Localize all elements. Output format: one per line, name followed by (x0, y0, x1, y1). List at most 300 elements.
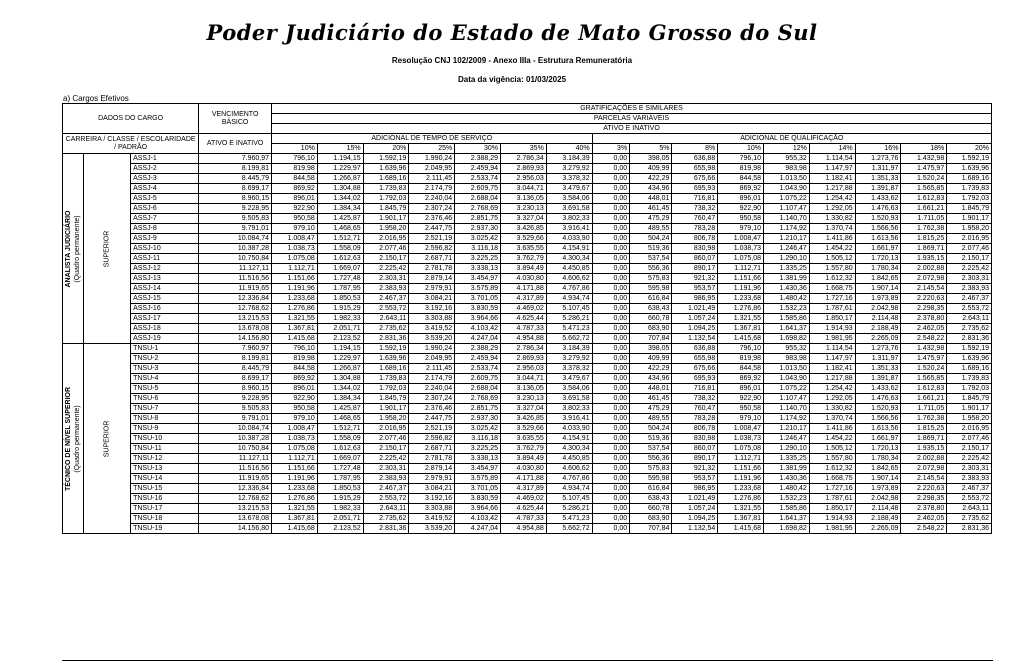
cell-value: 1.021,49 (672, 304, 718, 314)
cell-value: 4.033,90 (546, 234, 592, 244)
cell-code: ASSJ-11 (131, 254, 199, 264)
table-row (63, 334, 992, 344)
cell-value: 1.233,68 (718, 294, 764, 304)
cell-value: 2.225,42 (947, 454, 992, 464)
cell-value: 675,66 (672, 174, 718, 184)
cell-value: 950,58 (718, 214, 764, 224)
cell-vencimento: 8.445,79 (199, 364, 272, 374)
cell-value: 0,00 (592, 504, 630, 514)
cell-value: 1.057,24 (672, 504, 718, 514)
cell-value: 3.116,18 (455, 434, 501, 444)
cell-value: 1.792,03 (947, 384, 992, 394)
cell-vencimento: 12.768,62 (199, 494, 272, 504)
cell-value: 1.191,96 (718, 474, 764, 484)
cell-value: 3.454,97 (455, 464, 501, 474)
cell-value: 2.688,04 (455, 384, 501, 394)
document-title: Poder Judiciário do Estado de Mato Grosso do Sul (206, 20, 818, 45)
cell-value: 4.934,74 (546, 294, 592, 304)
table-row (63, 174, 992, 184)
cell-value: 0,00 (592, 444, 630, 454)
table-row (63, 444, 992, 454)
cell-code: TNSU-8 (131, 414, 199, 424)
header-pct-14: 18% (901, 144, 947, 154)
cell-value: 4.606,62 (546, 274, 592, 284)
cell-value: 1.433,62 (855, 194, 901, 204)
cell-value: 2.220,63 (901, 484, 947, 494)
cell-value: 2.376,46 (409, 404, 455, 414)
cell-value: 2.768,69 (455, 204, 501, 214)
cell-value: 844,58 (272, 364, 318, 374)
cell-value: 2.240,04 (409, 384, 455, 394)
cell-value: 1.592,19 (363, 154, 409, 164)
cell-vencimento: 12.336,84 (199, 484, 272, 494)
cell-value: 1.191,96 (272, 474, 318, 484)
cell-value: 422,29 (630, 174, 672, 184)
cell-value: 3.635,55 (501, 434, 547, 444)
cell-value: 1.330,82 (809, 214, 855, 224)
cell-vencimento: 11.127,11 (199, 264, 272, 274)
cell-value: 638,43 (630, 494, 672, 504)
cell-value: 1.391,87 (855, 184, 901, 194)
cell-value: 896,01 (272, 194, 318, 204)
cell-vencimento: 11.127,11 (199, 454, 272, 464)
cell-vencimento: 10.387,28 (199, 434, 272, 444)
cell-value: 3.116,18 (455, 244, 501, 254)
cell-value: 1.558,09 (317, 244, 363, 254)
cell-value: 1.669,07 (317, 454, 363, 464)
cell-value: 448,01 (630, 384, 672, 394)
cell-vencimento: 13.215,53 (199, 504, 272, 514)
validity-date: Data da vigência: 01/03/2025 (457, 75, 567, 84)
cell-value: 4.606,62 (546, 464, 592, 474)
cell-value: 0,00 (592, 464, 630, 474)
header-pct-4: 30% (455, 144, 501, 154)
cell-value: 1.787,95 (317, 474, 363, 484)
cell-value: 2.123,52 (317, 334, 363, 344)
cell-value: 636,88 (672, 344, 718, 354)
cell-value: 2.145,54 (901, 474, 947, 484)
cell-value: 1.780,34 (855, 264, 901, 274)
cell-value: 0,00 (592, 334, 630, 344)
cell-value: 1.520,93 (855, 214, 901, 224)
cell-value: 1.210,17 (764, 234, 810, 244)
cell-value: 3.230,13 (501, 204, 547, 214)
cell-value: 4.954,88 (501, 334, 547, 344)
cell-value: 1.381,99 (764, 464, 810, 474)
cell-value: 1.276,86 (718, 494, 764, 504)
cell-value: 1.914,93 (809, 514, 855, 524)
cell-vencimento: 8.445,79 (199, 174, 272, 184)
cell-value: 1.815,25 (901, 424, 947, 434)
header-pct-6: 40% (546, 144, 592, 154)
cell-vencimento: 9.791,01 (199, 414, 272, 424)
cell-value: 3.136,05 (501, 194, 547, 204)
cell-vencimento: 12.336,84 (199, 294, 272, 304)
cell-value: 3.691,58 (546, 204, 592, 214)
cell-value: 575,83 (630, 464, 672, 474)
cell-value: 819,98 (718, 354, 764, 364)
cell-value: 4.954,88 (501, 524, 547, 534)
cell-value: 0,00 (592, 264, 630, 274)
cell-value: 1.901,17 (947, 214, 992, 224)
cell-value: 1.276,86 (272, 494, 318, 504)
cell-value: 1.151,66 (272, 274, 318, 284)
cell-value: 1.711,05 (901, 404, 947, 414)
cell-value: 2.937,30 (455, 224, 501, 234)
cell-value: 955,32 (764, 154, 810, 164)
cell-value: 2.307,24 (409, 394, 455, 404)
cell-value: 2.467,37 (363, 294, 409, 304)
cell-value: 1.990,24 (409, 344, 455, 354)
cell-value: 2.735,62 (363, 324, 409, 334)
cell-code: TNSU-12 (131, 454, 199, 464)
cell-vencimento: 9.505,83 (199, 214, 272, 224)
cell-value: 1.739,83 (947, 374, 992, 384)
cell-value: 3.802,33 (546, 214, 592, 224)
cell-value: 1.698,82 (764, 334, 810, 344)
cell-value: 1.557,80 (809, 264, 855, 274)
cell-value: 3.701,05 (455, 484, 501, 494)
cell-vencimento: 7.960,97 (199, 344, 272, 354)
cell-value: 1.869,71 (901, 244, 947, 254)
cell-vencimento: 7.960,97 (199, 154, 272, 164)
cell-value: 4.033,90 (546, 424, 592, 434)
cell-value: 1.094,25 (672, 514, 718, 524)
cell-value: 2.225,42 (363, 264, 409, 274)
cell-value: 1.612,32 (809, 464, 855, 474)
cell-value: 461,45 (630, 394, 672, 404)
cell-value: 1.381,99 (764, 274, 810, 284)
cell-value: 3.378,32 (546, 364, 592, 374)
cell-value: 0,00 (592, 174, 630, 184)
cell-code: ASSJ-3 (131, 174, 199, 184)
cell-value: 2.979,91 (409, 474, 455, 484)
cell-value: 1.194,15 (317, 344, 363, 354)
cell-value: 1.008,47 (718, 234, 764, 244)
cell-value: 3.964,66 (455, 314, 501, 324)
cell-value: 1.367,81 (272, 514, 318, 524)
cell-value: 519,36 (630, 244, 672, 254)
cell-value: 2.609,75 (455, 374, 501, 384)
cell-value: 4.625,44 (501, 314, 547, 324)
cell-value: 3.192,16 (409, 494, 455, 504)
cell-value: 616,84 (630, 484, 672, 494)
cell-code: TNSU-13 (131, 464, 199, 474)
cell-value: 1.367,81 (718, 324, 764, 334)
cell-value: 1.038,73 (718, 244, 764, 254)
header-pct-15: 20% (947, 144, 992, 154)
cell-value: 1.512,71 (317, 424, 363, 434)
cell-value: 2.077,46 (947, 244, 992, 254)
cell-value: 3.539,20 (409, 524, 455, 534)
cell-value: 0,00 (592, 364, 630, 374)
cell-value: 1.720,13 (855, 444, 901, 454)
cell-value: 1.476,63 (855, 394, 901, 404)
cell-value: 1.107,47 (764, 394, 810, 404)
cell-value: 1.850,53 (317, 294, 363, 304)
cell-value: 1.558,09 (317, 434, 363, 444)
table-row (63, 314, 992, 324)
cell-value: 0,00 (592, 374, 630, 384)
cell-value: 1.335,25 (764, 454, 810, 464)
table-row (63, 324, 992, 334)
cell-value: 796,10 (718, 344, 764, 354)
cell-code: ASSJ-5 (131, 194, 199, 204)
cell-value: 860,07 (672, 444, 718, 454)
cell-vencimento: 8.199,81 (199, 164, 272, 174)
cell-value: 1.433,62 (855, 384, 901, 394)
cell-value: 2.111,45 (409, 174, 455, 184)
cell-value: 860,07 (672, 254, 718, 264)
cell-code: TNSU-15 (131, 484, 199, 494)
cell-value: 434,96 (630, 184, 672, 194)
table-row (63, 494, 992, 504)
cell-value: 3.419,52 (409, 324, 455, 334)
header-pct-9: 8% (672, 144, 718, 154)
cell-value: 2.307,24 (409, 204, 455, 214)
cell-value: 3.894,49 (501, 454, 547, 464)
cell-value: 636,88 (672, 154, 718, 164)
cell-code: TNSU-16 (131, 494, 199, 504)
table-row (63, 204, 992, 214)
cell-value: 1.990,24 (409, 154, 455, 164)
cell-value: 2.174,79 (409, 374, 455, 384)
cell-value: 1.639,96 (947, 354, 992, 364)
cell-value: 2.016,95 (363, 424, 409, 434)
table-row (63, 274, 992, 284)
table-row (63, 184, 992, 194)
cell-value: 1.321,55 (718, 314, 764, 324)
cell-value: 2.687,71 (409, 254, 455, 264)
cell-value: 3.802,33 (546, 404, 592, 414)
cell-value: 0,00 (592, 394, 630, 404)
cell-value: 2.114,48 (855, 314, 901, 324)
cell-vencimento: 11.919,65 (199, 474, 272, 484)
header-pct-0: 10% (272, 144, 318, 154)
header-pct-3: 25% (409, 144, 455, 154)
cell-value: 3.575,89 (455, 474, 501, 484)
cell-value: 3.539,20 (409, 334, 455, 344)
cell-value: 1.290,10 (764, 254, 810, 264)
cell-value: 1.246,47 (764, 434, 810, 444)
cell-value: 1.661,97 (855, 434, 901, 444)
cell-value: 0,00 (592, 494, 630, 504)
cell-value: 2.553,72 (363, 304, 409, 314)
cell-value: 1.415,68 (718, 334, 764, 344)
cell-value: 0,00 (592, 234, 630, 244)
cell-value: 3.691,58 (546, 394, 592, 404)
cell-value: 1.845,79 (947, 394, 992, 404)
cell-value: 3.419,52 (409, 514, 455, 524)
cell-value: 1.229,97 (317, 354, 363, 364)
level-cell (84, 344, 131, 534)
cell-value: 707,84 (630, 524, 672, 534)
cell-value: 1.043,90 (764, 184, 810, 194)
cell-value: 2.467,37 (947, 484, 992, 494)
cell-value: 986,95 (672, 484, 718, 494)
cell-value: 2.643,11 (363, 504, 409, 514)
cell-value: 1.592,19 (947, 344, 992, 354)
career-name: TÉCNICO DE NÍVEL SUPERIOR (65, 386, 73, 491)
cell-value: 1.370,74 (809, 224, 855, 234)
cell-value: 3.230,13 (501, 394, 547, 404)
cell-value: 1.321,55 (272, 504, 318, 514)
cell-value: 1.480,42 (764, 484, 810, 494)
header-pct-13: 16% (855, 144, 901, 154)
cell-value: 1.739,83 (363, 184, 409, 194)
cell-value: 2.687,71 (409, 444, 455, 454)
cell-value: 2.077,46 (363, 434, 409, 444)
cell-value: 1.907,14 (855, 284, 901, 294)
cell-code: ASSJ-4 (131, 184, 199, 194)
cell-vencimento: 13.215,53 (199, 314, 272, 324)
cell-value: 1.982,33 (317, 314, 363, 324)
cell-value: 2.002,88 (901, 454, 947, 464)
cell-value: 2.786,34 (501, 154, 547, 164)
cell-vencimento: 14.156,80 (199, 524, 272, 534)
cell-code: ASSJ-8 (131, 224, 199, 234)
header-pct-8: 5% (630, 144, 672, 154)
cell-value: 1.174,92 (764, 414, 810, 424)
cell-value: 1.151,66 (272, 464, 318, 474)
cell-vencimento: 10.084,74 (199, 424, 272, 434)
cell-value: 0,00 (592, 484, 630, 494)
cell-value: 0,00 (592, 244, 630, 254)
cell-value: 1.384,34 (317, 204, 363, 214)
cell-value: 1.850,17 (809, 504, 855, 514)
cell-value: 655,98 (672, 164, 718, 174)
table-row (63, 384, 992, 394)
cell-value: 1.415,68 (272, 524, 318, 534)
cell-vencimento: 9.228,95 (199, 204, 272, 214)
career-cell (63, 154, 84, 344)
cell-value: 2.781,78 (409, 454, 455, 464)
cell-value: 1.762,38 (901, 224, 947, 234)
cell-value: 2.388,29 (455, 344, 501, 354)
cell-code: TNSU-17 (131, 504, 199, 514)
cell-value: 1.762,38 (901, 414, 947, 424)
cell-value: 1.727,16 (809, 484, 855, 494)
cell-value: 707,84 (630, 334, 672, 344)
cell-value: 0,00 (592, 454, 630, 464)
cell-value: 1.958,20 (363, 224, 409, 234)
cell-code: TNSU-11 (131, 444, 199, 454)
cell-value: 1.612,63 (317, 254, 363, 264)
cell-value: 1.254,42 (809, 194, 855, 204)
cell-value: 5.286,21 (546, 504, 592, 514)
header-parcelas-variaveis: PARCELAS VARIÁVEIS (272, 114, 991, 124)
cell-value: 1.901,17 (363, 214, 409, 224)
cell-value: 2.467,37 (363, 484, 409, 494)
cell-value: 4.625,44 (501, 504, 547, 514)
cell-value: 896,01 (272, 384, 318, 394)
cell-value: 760,47 (672, 404, 718, 414)
cell-value: 2.303,31 (363, 464, 409, 474)
cell-value: 1.739,83 (363, 374, 409, 384)
cell-value: 0,00 (592, 324, 630, 334)
cell-value: 1.935,15 (901, 444, 947, 454)
header-adicional-qualificacao: ADICIONAL DE QUALIFICAÇÃO (592, 134, 991, 144)
cell-value: 1.727,48 (317, 464, 363, 474)
cell-vencimento: 8.960,15 (199, 194, 272, 204)
cell-value: 4.469,02 (501, 304, 547, 314)
cell-value: 1.454,22 (809, 434, 855, 444)
cell-value: 461,45 (630, 204, 672, 214)
cell-value: 3.225,25 (455, 254, 501, 264)
cell-value: 595,98 (630, 284, 672, 294)
cell-value: 0,00 (592, 514, 630, 524)
cell-value: 2.265,09 (855, 524, 901, 534)
cell-value: 1.475,97 (901, 164, 947, 174)
cell-value: 398,05 (630, 154, 672, 164)
cell-value: 2.869,93 (501, 164, 547, 174)
cell-value: 806,78 (672, 424, 718, 434)
cell-value: 4.767,86 (546, 284, 592, 294)
cell-value: 1.254,42 (809, 384, 855, 394)
cell-value: 2.072,98 (901, 274, 947, 284)
cell-vencimento: 8.960,15 (199, 384, 272, 394)
table-row (63, 364, 992, 374)
cell-value: 3.964,66 (455, 504, 501, 514)
table-row (63, 354, 992, 364)
cell-value: 1.114,54 (809, 344, 855, 354)
cell-value: 1.432,98 (901, 154, 947, 164)
cell-value: 1.415,68 (272, 334, 318, 344)
cell-value: 1.233,68 (272, 484, 318, 494)
cell-value: 2.016,95 (947, 234, 992, 244)
cell-value: 3.635,55 (501, 244, 547, 254)
table-row (63, 454, 992, 464)
cell-value: 2.735,62 (947, 514, 992, 524)
cell-value: 760,47 (672, 214, 718, 224)
cell-value: 4.469,02 (501, 494, 547, 504)
cell-value: 2.051,71 (317, 514, 363, 524)
cell-value: 1.425,87 (317, 214, 363, 224)
cell-value: 2.383,93 (947, 284, 992, 294)
cell-code: ASSJ-12 (131, 264, 199, 274)
cell-value: 2.937,30 (455, 414, 501, 424)
cell-value: 1.845,79 (363, 204, 409, 214)
cell-value: 3.084,21 (409, 294, 455, 304)
cell-value: 1.505,12 (809, 444, 855, 454)
cell-value: 2.956,03 (501, 174, 547, 184)
cell-value: 1.311,97 (855, 164, 901, 174)
cell-value: 2.016,95 (363, 234, 409, 244)
table-row (63, 514, 992, 524)
level-label: SUPERIOR (103, 420, 111, 457)
cell-value: 819,98 (718, 164, 764, 174)
cell-value: 1.520,93 (855, 404, 901, 414)
cell-value: 3.303,88 (409, 314, 455, 324)
cell-value: 2.378,80 (901, 504, 947, 514)
cell-value: 979,10 (718, 224, 764, 234)
cell-value: 2.051,71 (317, 324, 363, 334)
cell-value: 2.643,11 (947, 314, 992, 324)
cell-value: 1.787,61 (809, 304, 855, 314)
cell-value: 1.311,97 (855, 354, 901, 364)
cell-value: 1.151,66 (718, 464, 764, 474)
cell-value: 1.140,70 (764, 404, 810, 414)
cell-value: 2.077,46 (947, 434, 992, 444)
cell-value: 1.147,97 (809, 354, 855, 364)
cell-value: 2.150,17 (947, 444, 992, 454)
cell-value: 0,00 (592, 194, 630, 204)
cell-value: 4.030,80 (501, 464, 547, 474)
cell-value: 5.107,45 (546, 494, 592, 504)
cell-value: 4.450,85 (546, 264, 592, 274)
cell-value: 2.851,75 (455, 214, 501, 224)
cell-value: 1.043,90 (764, 374, 810, 384)
